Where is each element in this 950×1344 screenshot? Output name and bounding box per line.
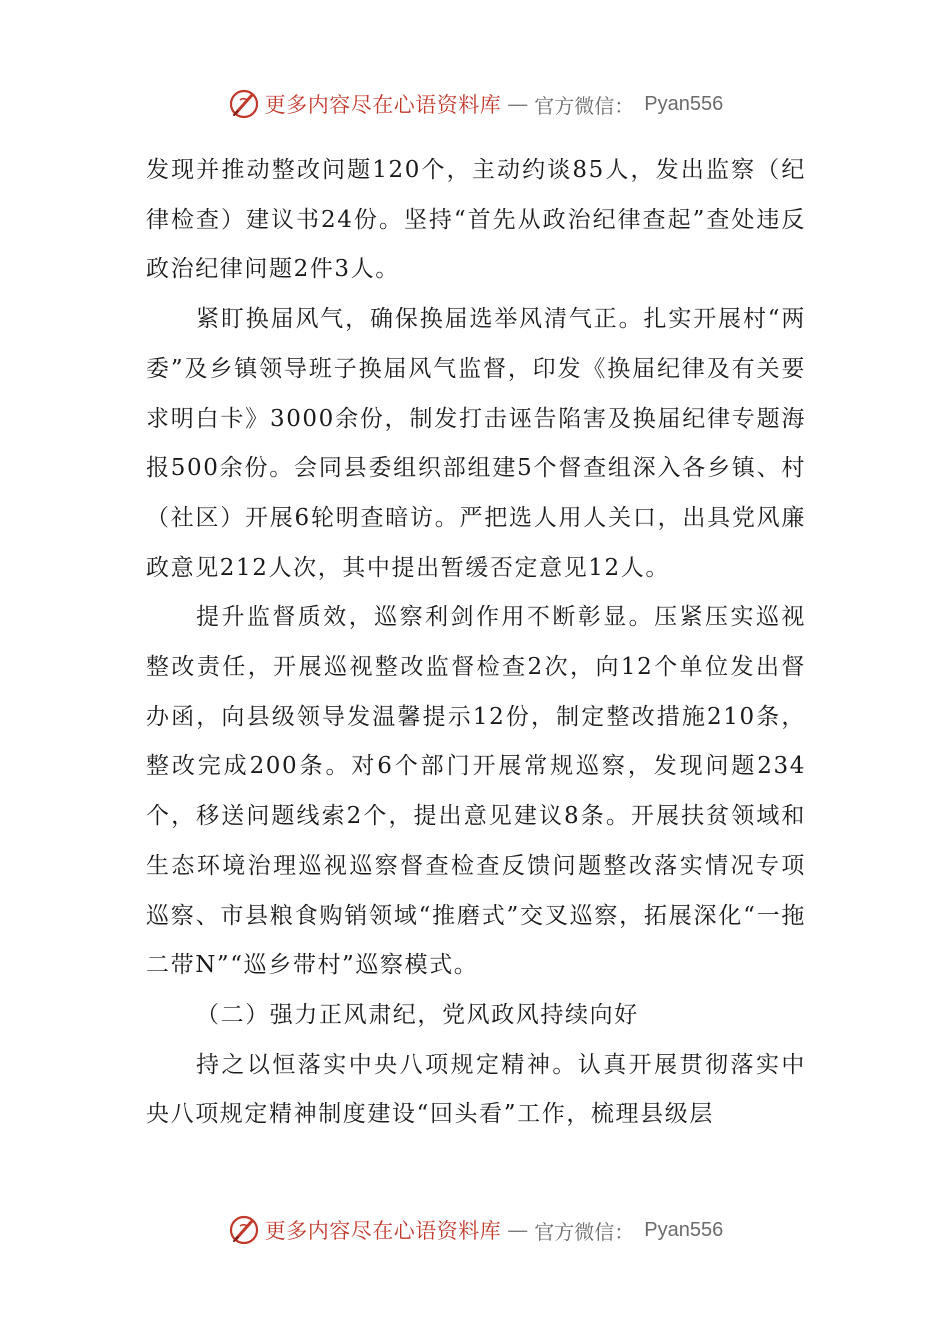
header-wechat-id: Pyan556	[644, 92, 724, 115]
header-sub-text: 官方微信：	[534, 93, 635, 118]
footer-sub-text: 官方微信：	[534, 1219, 635, 1244]
paragraph-1: 发现并推动整改问题120个，主动约谈85人，发出监察（纪律检查）建议书24份。坚持“首先从政治纪律查起”查处违反政治纪律问题2件3人。	[146, 157, 806, 283]
page-header	[0, 84, 950, 124]
header-brand	[227, 87, 723, 121]
pen-circle-logo-icon	[227, 1213, 261, 1247]
paragraph-3: 提升监督质效，巡察利剑作用不断彰显。压紧压实巡视整改责任，开展巡视整改监督检查2次，向12个单位发出督办函，向县级领导发温馨提示12份，制定整改措施210条，整改完成200条。对6个部门开展常规巡察，发现问题234个，移送问题线索2个，提出意见建议8条。开展扶贫领域和生态环境治理巡视巡察督查检查反馈问题整改落实情况专项巡察、市县粮食购销领域“推磨式”交叉巡察，拓展深化“一拖二带N”“巡乡带村”巡察模式。	[146, 604, 806, 979]
footer-brand	[227, 1213, 723, 1247]
header-dash: —	[507, 92, 529, 116]
pen-circle-logo-icon	[227, 87, 261, 121]
document-body	[146, 146, 806, 1140]
paragraph-4: 持之以恒落实中央八项规定精神。认真开展贯彻落实中央八项规定精神制度建设“回头看”工作，梳理县级层	[146, 1051, 806, 1128]
header-brand-text: 更多内容尽在心语资料库	[264, 93, 502, 117]
page-footer	[0, 1210, 950, 1250]
footer-brand-text: 更多内容尽在心语资料库	[264, 1219, 502, 1243]
paragraph-2: 紧盯换届风气，确保换届选举风清气正。扎实开展村“两委”及乡镇领导班子换届风气监督，印发《换届纪律及有关要求明白卡》3000余份，制发打击诬告陷害及换届纪律专题海报500余份。会同县委组织部组建5个督查组深入各乡镇、村（社区）开展6轮明查暗访。严把选人用人关口，出具党风廉政意见212人次，其中提出暂缓否定意见12人。	[146, 306, 806, 581]
footer-dash: —	[507, 1218, 529, 1242]
footer-wechat-id: Pyan556	[644, 1218, 724, 1241]
section-heading: （二）强力正风肃纪，党风政风持续向好	[196, 1001, 639, 1028]
